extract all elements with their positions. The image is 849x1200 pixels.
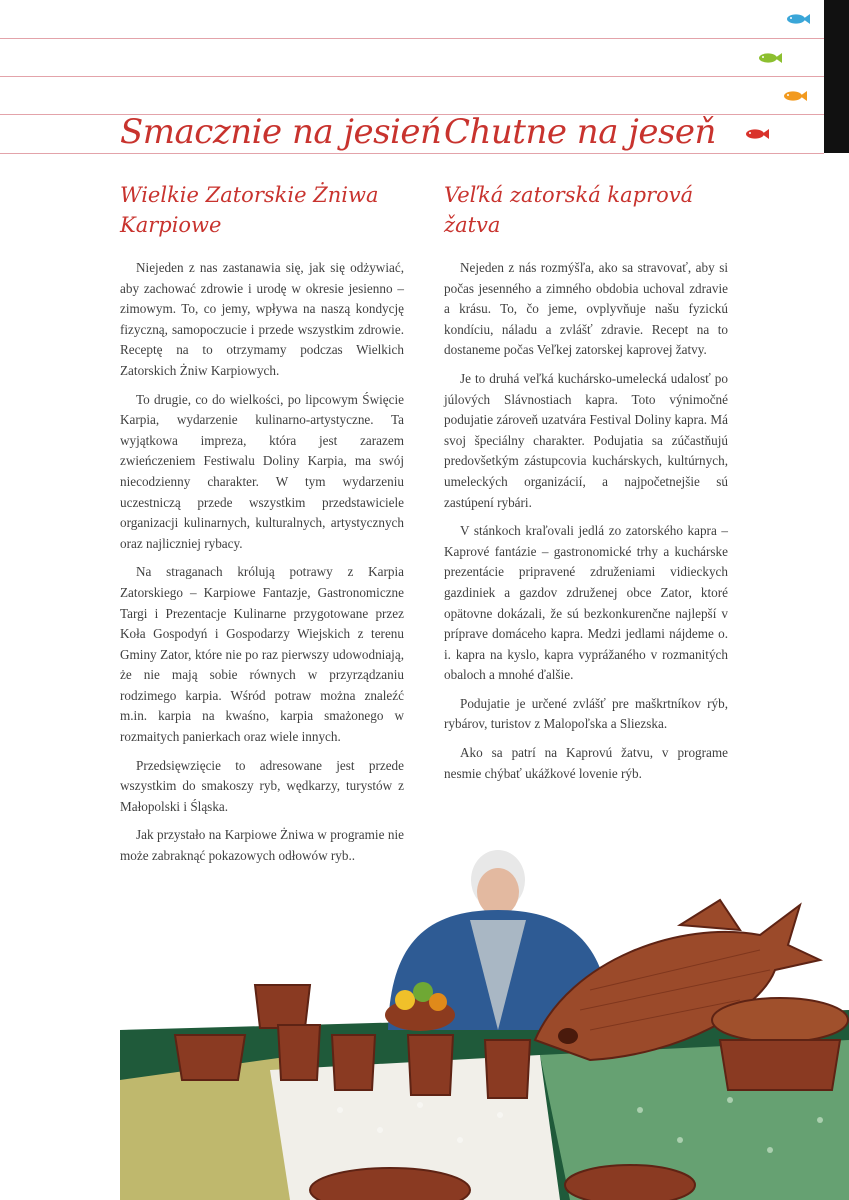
header-rule-1 [0,38,824,39]
header-rule-2 [0,76,824,77]
fish-icon [783,90,807,102]
paragraph: Na straganach królują potrawy z Karpia Zatorskiego – Karpiowe Fantazje, Gastronomiczne Targi i Prezentacje Kulinarne przygotowane przez Koła Gospodyń i Gospodarzy Wiejskich z terenu Gminy Zator, które nie po raz pierwszy udowodniają, że nie mają sobie równych w przyrządzaniu rodzimego karpia. Wśród potraw można znaleźć m.in. karpia na kwaśno, karpia smażonego w rozmaitych panierkach oraz wiele innych. [120,564,404,745]
paragraph: To drugie, co do wielkości, po lipcowym Święcie Karpia, wydarzenie kulinarno-artystyczne. Ta wyjątkowa impreza, która jest zarazem zwieńczeniem Festiwalu Doliny Karpia, ma swój niecodzienny charakter. W tym wydarzeniu uczestniczą przede wszystkim przedstawiciele organizacji kulinarnych, kulturalnych, artystycznych oraz najliczniej rybacy. [120,391,404,551]
paragraph: Podujatie je určené zvlášť pre maškrtníkov rýb, rybárov, turistov z Malopoľska a Sliezska. [444,695,728,732]
page-title-slovak: Chutne na jeseň [444,112,716,152]
section-heading-polish: Wielkie Zatorskie Żniwa Karpiowe [120,183,379,237]
wicker-craft-photo [120,840,849,1200]
paragraph: Przedsięwzięcie to adresowane jest przede wszystkim do smakoszy ryb, wędkarzy, turystów z Małopolski i Śląska. [120,757,404,814]
page-title-polish: Smacznie na jesień [120,112,442,152]
paragraph: Jak przystało na Karpiowe Żniwa w programie nie może zabraknąć pokazowych odłowów ryb.. [120,827,404,864]
fish-icon [745,128,769,140]
page-tab-marker [824,0,849,153]
article-column-polish [120,258,404,875]
fish-icon [786,13,810,25]
header-rule-4 [0,153,824,154]
paragraph: Niejeden z nas zastanawia się, jak się odżywiać, aby zachować zdrowie i urodę w okresie jesienno – zimowym. To, co jemy, wpływa na naszą kondycję fizyczną, samopoczucie i przede wszystkim zdrowie. Receptę na to otrzymamy podczas Wielkich Zatorskich Żniw Karpiowych. [120,260,404,378]
paragraph: V stánkoch kraľovali jedlá zo zatorského kapra – Kaprové fantázie – gastronomické trhy a kuchárske prezentácie pripravené združeniami vidieckych gazdiniek a gazdov združenej obce Zator, ktoré opätovne dokázali, že sú bezkonkurenčne najlepší v príprave domáceho kapra. Medzi jedlami nájdeme o. i. kapra na kyslo, kapra vyprážaného v rozmanitých obaloch a mnohé ďalšie. [444,523,728,683]
paragraph: Ako sa patrí na Kaprovú žatvu, v programe nesmie chýbať ukážkové lovenie rýb. [444,745,728,781]
paragraph: Nejeden z nás rozmýšľa, ako sa stravovať, aby si počas jesenného a zimného obdobia uchoval zdravie a krásu. To, čo jeme, ovplyvňuje našu fyzickú kondíciu, náladu a zvlášť zdravie. Recept na to dostaneme počas Veľkej zatorskej kaprovej žatvy. [444,260,728,358]
section-heading-slovak: Veľká zatorská kaprová žatva [444,183,694,237]
article-column-slovak [444,258,728,792]
fish-icon [758,52,782,64]
paragraph: Je to druhá veľká kuchársko-umelecká udalosť po júlových Slávnostiach kapra. Toto výnimočné podujatie zároveň uzatvára Festival Doliny kapra. Má svoj špeciálny charakter. Podujatia sa zúčastňujú predovšetkým zástupcovia kuchárskych, kultúrnych, umeleckých organizácií, a najpočetnejšie sú zastúpení rybári. [444,370,728,510]
